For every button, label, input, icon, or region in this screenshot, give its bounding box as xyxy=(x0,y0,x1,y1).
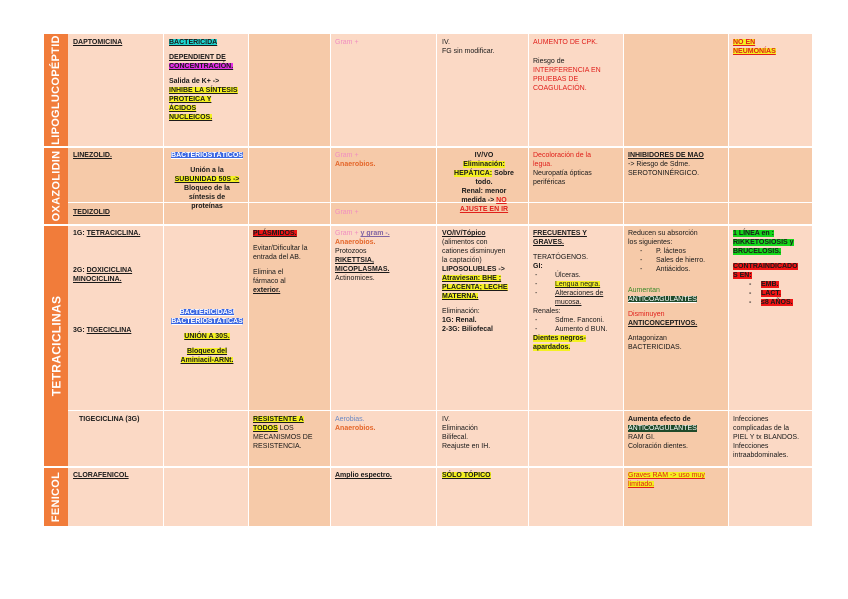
drug-list-cell xyxy=(73,229,165,335)
text-line: RAM GI. xyxy=(628,434,655,441)
spectrum-cell: Gram + xyxy=(335,39,359,46)
list-item xyxy=(638,256,728,265)
list-item xyxy=(533,271,623,280)
highlight-text: BRUCELOSIS. xyxy=(733,248,781,255)
text-line: Renales: xyxy=(533,308,561,315)
highlight-text: RESISTENTE A xyxy=(253,416,304,423)
gi-list xyxy=(533,271,623,307)
text-line: AJUSTE EN IR xyxy=(459,206,509,213)
text-line: NO xyxy=(496,197,507,204)
list-item xyxy=(533,316,623,325)
highlight-text: NO EN xyxy=(733,39,756,46)
text-line: FRECUENTES Y xyxy=(533,230,587,237)
text-line: RIKETTSIA, xyxy=(335,257,374,264)
text-line: Disminuyen xyxy=(628,311,665,318)
list-item xyxy=(638,247,728,256)
text-line: PIEL Y tx BLANDOS. xyxy=(733,434,800,441)
text-line: la captación) xyxy=(442,257,482,264)
highlight-text: Bloqueo del xyxy=(186,348,228,355)
text-line: Elimina el xyxy=(253,269,284,276)
text-line: Anaerobios. xyxy=(335,239,376,246)
highlight-text: Atraviesan: BHE ; xyxy=(442,275,502,282)
list-item xyxy=(533,280,623,289)
resistance-cell xyxy=(253,229,329,295)
highlight-text: Dientes negros-apardados. xyxy=(533,335,586,351)
list-item xyxy=(747,289,809,298)
text-line: Aumento d BUN. xyxy=(555,326,608,333)
text-line: Reajuste en IH. xyxy=(442,443,491,450)
highlight-text: ANTICOAGULANTES xyxy=(628,296,697,303)
highlight-text: TODOS xyxy=(253,425,278,432)
text-line: AUMENTO DE CPK. xyxy=(533,39,598,46)
concentration-tag: CONCENTRACIÓN. xyxy=(169,63,234,70)
text-line: legua. xyxy=(533,161,553,168)
text-line: Sobre xyxy=(492,170,514,177)
text-line: 1G: Renal. xyxy=(442,317,477,324)
highlight-text: EMB. xyxy=(761,281,779,288)
text-line: Antagonizan xyxy=(628,335,667,342)
text-line: Decoloración de la xyxy=(533,152,591,159)
text-line: -> Riesgo de Sdme. xyxy=(628,161,691,168)
list-item xyxy=(638,265,728,274)
mechanism-cell xyxy=(166,151,248,211)
highlight-text: MATERNA. xyxy=(442,293,479,300)
family-label: OXAZOLIDIN xyxy=(50,150,62,222)
text-line: IV/VO xyxy=(474,152,494,159)
text-line: Anaerobios. xyxy=(335,161,376,168)
text-line: exterior. xyxy=(253,287,281,294)
drug-table xyxy=(44,34,812,526)
text-line: Sdme. Fanconi. xyxy=(555,317,605,324)
text-line: MECANISMOS DE xyxy=(253,434,313,441)
text-line: y gram -. xyxy=(360,230,390,237)
spectrum-cell: Amplio espectro. xyxy=(335,472,392,479)
renal-list xyxy=(533,316,623,334)
text-line: Evitar/Dificultar la xyxy=(253,245,308,252)
text-line: los siguientes: xyxy=(628,239,673,246)
text-line: Bloqueo de la xyxy=(184,185,230,192)
text-line: Sales de hierro. xyxy=(656,257,706,264)
text-line: Infecciones xyxy=(733,443,769,450)
highlight-text: PLÁSMIDOS. xyxy=(253,230,297,237)
text-line: 2-3G: Biliofecal xyxy=(442,326,493,333)
highlight-text: HEPÁTICA: xyxy=(454,170,493,177)
text-line: Riesgo de xyxy=(533,58,565,65)
text-line: INTERFERENCIA EN xyxy=(533,67,601,74)
highlight-text: PLACENTA; LECHE xyxy=(442,284,508,291)
text-line: ANTICONCEPTIVOS. xyxy=(628,320,698,327)
bacteriostatic-tag: BACTERIOSTÁTICAS xyxy=(171,318,243,325)
text-line: IV. xyxy=(442,416,450,423)
text-line: periféricas xyxy=(533,179,566,186)
highlight-text: UNIÓN A 30S. xyxy=(184,333,230,340)
text-line: DEPENDIENT DE xyxy=(169,54,226,61)
contraindication-list xyxy=(747,280,809,307)
interaction-cell xyxy=(628,151,728,178)
interaction-cell xyxy=(628,415,728,451)
absorption-list xyxy=(638,247,728,274)
highlight-text: Aminiacil-ARNt. xyxy=(180,357,234,364)
adverse-cell xyxy=(533,38,623,93)
text-line: Eliminación: xyxy=(442,308,480,315)
interaction-cell xyxy=(628,229,728,352)
text-line: Eliminación xyxy=(442,425,478,432)
text-line: LOS xyxy=(277,425,294,432)
highlight-text: NEUMONÍAS xyxy=(733,48,776,55)
highlight-text: CONTRAINDICADO xyxy=(733,263,798,270)
text-line: cationes disminuyen xyxy=(442,248,506,255)
text-line: 2G: xyxy=(73,267,87,274)
text-line: complicadas de la xyxy=(733,425,790,432)
bactericida-tag: BACTERICIDA xyxy=(169,39,218,46)
text-line: GI: xyxy=(533,263,543,270)
text-line: Gram + xyxy=(335,230,361,237)
highlight-text: NUCLEICOS. xyxy=(169,114,213,121)
pk-cell xyxy=(442,415,528,451)
text-line: Salida de K+ -> xyxy=(169,78,220,85)
pk-cell xyxy=(442,229,528,334)
text-line: Protozoos xyxy=(335,248,367,255)
highlight-text: Eliminación: xyxy=(463,161,505,168)
text-line: 1G: xyxy=(73,230,87,237)
highlight-text: SÓLO TÓPICO xyxy=(442,472,491,479)
text-line: proteínas xyxy=(191,203,223,210)
drug-name: DAPTOMICINA xyxy=(73,39,123,46)
drug-name: CLORAFENICOL xyxy=(73,472,129,479)
list-item xyxy=(747,280,809,289)
text-line: IV. xyxy=(442,39,450,46)
text-line: Antiácidos. xyxy=(656,266,691,273)
spectrum-cell xyxy=(335,151,435,169)
highlight-text: PROTEICA Y xyxy=(169,96,212,103)
text-line: MICOPLASMAS. xyxy=(335,266,390,273)
text-line: Aumenta efecto de xyxy=(628,416,691,423)
drug-name: TIGECICLINA xyxy=(86,327,132,334)
text-line: Infecciones xyxy=(733,416,769,423)
text-line: todo. xyxy=(475,179,493,186)
text-line: GRAVES. xyxy=(533,239,564,246)
family-label: TETRACICLINAS xyxy=(49,295,63,397)
text-line: INHIBIDORES DE MAO xyxy=(628,152,704,159)
highlight-text: SUBUNIDAD 50S -> xyxy=(174,176,240,183)
text-line: Actinomices. xyxy=(335,275,375,282)
highlight-text: ÁCIDOS xyxy=(169,105,197,112)
indication-cell xyxy=(733,38,809,56)
family-band-oxazolidinona xyxy=(44,148,68,224)
text-line: BACTERICIDAS. xyxy=(628,344,682,351)
adverse-cell xyxy=(533,151,623,187)
family-band-tetraciclinas xyxy=(44,226,68,466)
text-line: Coloración dientes. xyxy=(628,443,688,450)
text-line: COAGULACIÓN. xyxy=(533,85,587,92)
pk-cell xyxy=(442,38,528,56)
drug-name: TETRACICLINA. xyxy=(86,230,141,237)
text-line: Bilifecal. xyxy=(442,434,469,441)
text-line: Úlceras. xyxy=(555,272,581,279)
family-label: FENICOL xyxy=(50,471,63,523)
highlight-text: RIKKETOSIOSIS y xyxy=(733,239,794,246)
highlight-text: 1 LÍNEA en : xyxy=(733,230,774,237)
family-band-fenicol xyxy=(44,468,68,526)
highlight-text: Lengua negra. xyxy=(555,281,601,288)
text-line: fármaco al xyxy=(253,278,286,285)
spectrum-cell xyxy=(335,415,435,433)
text-line: medida -> xyxy=(461,197,497,204)
spectrum-cell: Gram + xyxy=(335,209,359,216)
list-item xyxy=(747,298,809,307)
indication-cell xyxy=(733,229,809,307)
text-line: TERATÓGENOS. xyxy=(533,254,589,261)
text-line: entrada del AB. xyxy=(253,254,301,261)
pk-cell xyxy=(440,151,528,214)
family-label: LIPOGLUCOPÉPTID xyxy=(50,35,62,145)
text-line: Renal: menor xyxy=(461,188,507,195)
text-line: intraabdominales. xyxy=(733,452,789,459)
text-line: FG sin modificar. xyxy=(442,48,495,55)
text-line: VO/IV/Tópico xyxy=(442,230,486,237)
drug-name: TIGECICLINA (3G) xyxy=(79,416,140,423)
text-line: SEROTONINÉRGICO. xyxy=(628,170,700,177)
highlight-text: Graves RAM -> uso muy xyxy=(628,472,705,479)
text-line: Unión a la xyxy=(190,167,224,174)
text-line: Aumentan xyxy=(628,287,660,294)
highlight-text: INHIBE LA SÍNTESIS xyxy=(169,87,238,94)
mechanism-cell xyxy=(166,308,248,365)
text-line: RESISTENCIA. xyxy=(253,443,302,450)
bactericidal-tag: BACTERICIDAS/ xyxy=(179,309,235,316)
family-band-lipoglucopeptido xyxy=(44,34,68,146)
mechanism-cell xyxy=(169,38,247,122)
text-line: Aerobias. xyxy=(335,416,365,423)
text-line: síntesis de xyxy=(188,194,226,201)
text-line: LIPOSOLUBLES -> xyxy=(442,266,505,273)
text-line: P. lácteos xyxy=(656,248,686,255)
interaction-cell xyxy=(628,471,728,489)
spectrum-cell xyxy=(335,229,435,283)
highlight-text: S EN: xyxy=(733,272,752,279)
highlight-text: ANTICOAGULANTES xyxy=(628,425,697,432)
text-line: Gram + xyxy=(335,152,359,159)
drug-name: LINEZOLID. xyxy=(73,152,112,159)
text-line: 3G: xyxy=(73,327,87,334)
list-item xyxy=(533,325,623,334)
text-line: Alteraciones de mucosa. xyxy=(555,290,604,306)
indication-cell xyxy=(733,415,811,460)
drug-name: MINOCICLINA. xyxy=(73,276,122,283)
drug-name: DOXICICLINA xyxy=(86,267,133,274)
highlight-text: ≤8 AÑOS. xyxy=(761,299,793,306)
resistance-cell xyxy=(253,415,329,451)
text-line: Anaerobios. xyxy=(335,425,376,432)
text-line: Reducen su absorción xyxy=(628,230,698,237)
adverse-cell xyxy=(533,229,623,352)
text-line: PRUEBAS DE xyxy=(533,76,579,83)
pk-cell xyxy=(442,471,491,480)
text-line: (alimentos con xyxy=(442,239,488,246)
drug-name: TEDIZOLID xyxy=(73,209,110,216)
highlight-text: limitado. xyxy=(628,481,655,488)
highlight-text: LACT. xyxy=(761,290,781,297)
list-item xyxy=(533,289,623,307)
text-line: Neuropatía ópticas xyxy=(533,170,592,177)
bacteriostatic-tag: BACTERIOSTÁTICOS xyxy=(171,152,243,159)
